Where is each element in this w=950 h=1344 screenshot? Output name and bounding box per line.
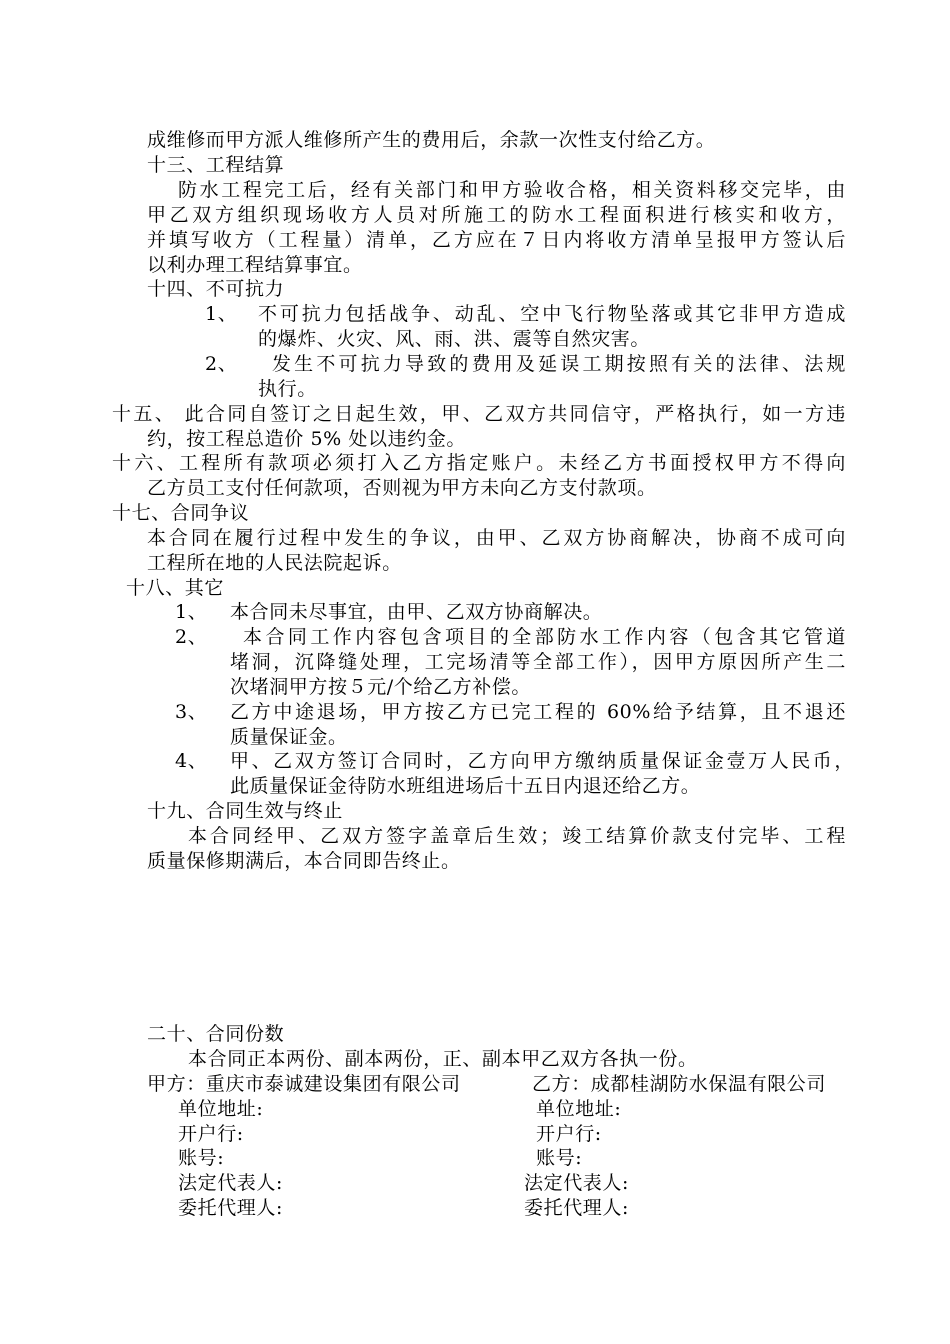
- party-a-account-label: 账号:: [178, 1147, 225, 1169]
- section-heading-19: 十九、合同生效与终止: [147, 800, 344, 822]
- section-16-text: 十六、工程所有款项必须打入乙方指定账户。未经乙方书面授权甲方不得向: [112, 452, 846, 474]
- party-b-agent-label: 委托代理人:: [524, 1197, 630, 1219]
- text-line: 的爆炸、火灾、风、雨、洪、震等自然灾害。: [258, 328, 651, 350]
- list-number: 3、: [175, 701, 208, 723]
- text-line: 并填写收方（工程量）清单，乙方应在７日内将收方清单呈报甲方签认后: [147, 229, 846, 251]
- text-line: 甲、乙双方签订合同时，乙方向甲方缴纳质量保证金壹万人民币，: [230, 750, 854, 772]
- party-a-agent-label: 委托代理人:: [178, 1197, 284, 1219]
- text-line: 发生不可抗力导致的费用及延误工期按照有关的法律、法规: [272, 353, 846, 375]
- text-line: 工程所在地的人民法院起诉。: [147, 552, 402, 574]
- text-line: 本合同正本两份、副本两份，正、副本甲乙双方各执一份。: [188, 1048, 698, 1070]
- party-a-address-label: 单位地址:: [178, 1098, 264, 1120]
- text-line: 以利办理工程结算事宜。: [147, 254, 363, 276]
- text-line: 本合同经甲、乙双方签字盖章后生效；竣工结算价款支付完毕、工程: [188, 825, 846, 847]
- party-b-address-label: 单位地址:: [536, 1098, 622, 1120]
- section-heading-18: 十八、其它: [126, 577, 225, 599]
- party-a-bank-label: 开户行:: [178, 1123, 244, 1145]
- text-line: 成维修而甲方派人维修所产生的费用后，余款一次性支付给乙方。: [147, 129, 716, 151]
- text-line: 堵洞，沉降缝处理，工完场清等全部工作），因甲方原因所产生二: [230, 651, 846, 673]
- section-15-text: 十五、 此合同自签订之日起生效，甲、乙双方共同信守，严格执行，如一方违: [112, 403, 846, 425]
- list-number: 1、: [205, 303, 238, 325]
- text-line: 甲乙双方组织现场收方人员对所施工的防水工程面积进行核实和收方，: [147, 204, 846, 226]
- section-heading-13: 十三、工程结算: [147, 154, 285, 176]
- list-number: 2、: [175, 626, 208, 648]
- party-b-name: 乙方：成都桂湖防水保温有限公司: [532, 1073, 827, 1095]
- party-a-legal-rep-label: 法定代表人:: [178, 1172, 284, 1194]
- text-line: 次堵洞甲方按５元/个给乙方补偿。: [230, 676, 532, 698]
- text-line: 本合同工作内容包含项目的全部防水工作内容（包含其它管道: [243, 626, 846, 648]
- text-line: 约，按工程总造价 5% 处以违约金。: [147, 428, 467, 450]
- party-b-legal-rep-label: 法定代表人:: [524, 1172, 630, 1194]
- section-heading-20: 二十、合同份数: [147, 1023, 285, 1045]
- section-heading-14: 十四、不可抗力: [147, 278, 285, 300]
- text-line: 本合同在履行过程中发生的争议，由甲、乙双方协商解决，协商不成可向: [147, 527, 846, 549]
- party-a-name: 甲方：重庆市泰诚建设集团有限公司: [147, 1073, 461, 1095]
- text-line: 防水工程完工后，经有关部门和甲方验收合格，相关资料移交完毕，由: [178, 179, 846, 201]
- list-number: 4、: [175, 750, 208, 772]
- text-line: 乙方员工支付任何款项，否则视为甲方未向乙方支付款项。: [147, 477, 657, 499]
- text-line: 此质量保证金待防水班组进场后十五日内退还给乙方。: [230, 775, 701, 797]
- text-line: 质量保证金。: [230, 726, 348, 748]
- text-line: 不可抗力包括战争、动乱、空中飞行物坠落或其它非甲方造成: [258, 303, 846, 325]
- section-heading-17: 十七、合同争议: [112, 502, 250, 524]
- text-line: 质量保修期满后，本合同即告终止。: [147, 850, 461, 872]
- party-b-account-label: 账号:: [536, 1147, 583, 1169]
- list-number: 2、: [205, 353, 238, 375]
- list-number: 1、: [175, 601, 208, 623]
- text-line: 本合同未尽事宜，由甲、乙双方协商解决。: [230, 601, 603, 623]
- text-line: 执行。: [258, 378, 317, 400]
- text-line: 乙方中途退场，甲方按乙方已完工程的 60%给予结算，且不退还: [230, 701, 846, 723]
- party-b-bank-label: 开户行:: [536, 1123, 602, 1145]
